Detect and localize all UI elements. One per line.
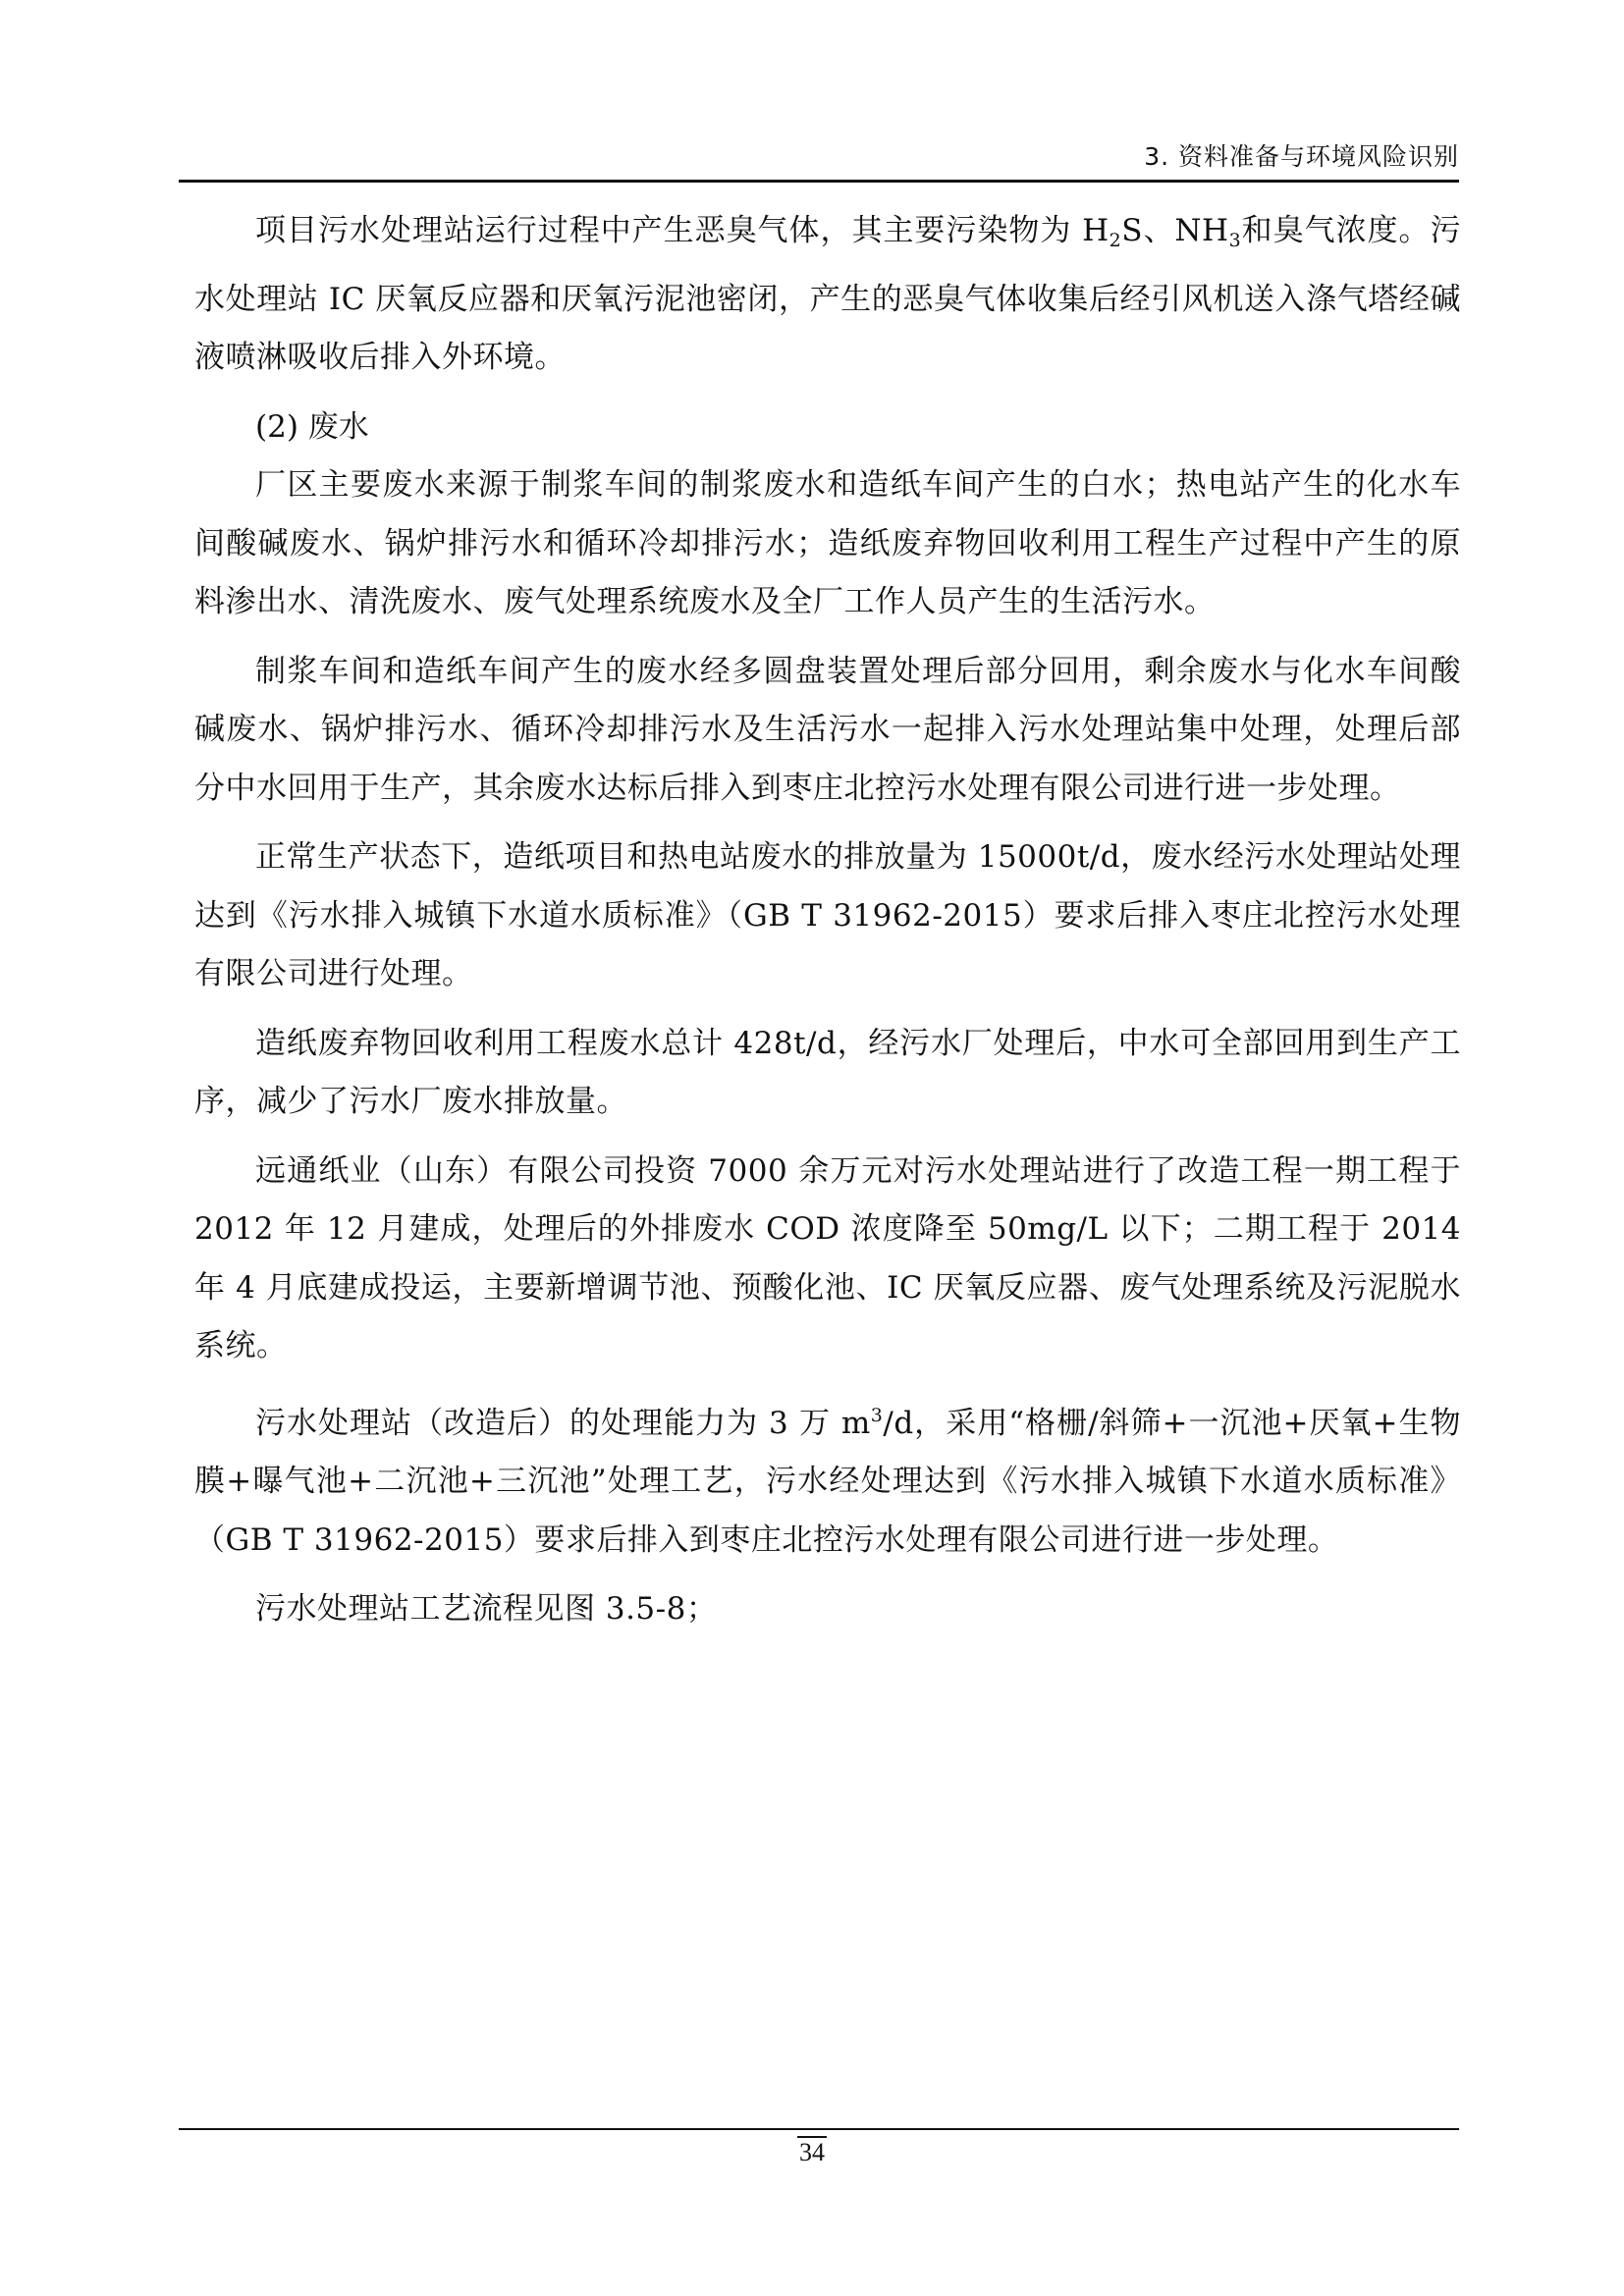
text-segment: 和臭气浓度。污水处理站 IC 厌氧反应器和厌氧污泥池密闭，产生的恶臭气体收集后经引风机送入涤气塔经碱液喷淋吸收后排入外环境。 bbox=[194, 213, 1461, 375]
paragraph-wastewater-sources: 厂区主要废水来源于制浆车间的制浆废水和造纸车间产生的白水；热电站产生的化水车间酸碱废水、锅炉排污水和循环冷却排污水；造纸废弃物回收利用工程生产过程中产生的原料渗出水、清洗废水、废气处理系统废水及全厂工作人员产生的生活污水。 bbox=[194, 467, 1461, 619]
text-segment: 污水处理站（改造后）的处理能力为 3 万 m bbox=[255, 1405, 871, 1441]
subscript: 2 bbox=[1109, 230, 1122, 251]
subscript: 3 bbox=[1228, 230, 1242, 251]
superscript: 3 bbox=[870, 1404, 884, 1426]
page-number-text: 34 bbox=[799, 2138, 825, 2166]
text-segment: 项目污水处理站运行过程中产生恶臭气体，其主要污染物为 H bbox=[255, 213, 1110, 248]
header-divider bbox=[179, 180, 1459, 183]
text-segment: S、NH bbox=[1121, 213, 1229, 248]
paragraph-upgrade-investment: 远通纸业（山东）有限公司投资 7000 余万元对污水处理站进行了改造工程一期工程于 2012 年 12 月建成，处理后的外排废水 COD 浓度降至 50mg/L 以下；二期工程于 2014 年 4 月底建成投运，主要新增调节池、预酸化池、IC 厌氧反应器、废气处理系统及污泥脱水系统。 bbox=[194, 1152, 1461, 1363]
section-heading-wastewater: (2) 废水 bbox=[255, 408, 369, 445]
paragraph-odor-gas bbox=[194, 202, 1461, 388]
paragraph-treatment-capacity bbox=[194, 1387, 1461, 1571]
page-body bbox=[194, 202, 1461, 1639]
page-number bbox=[0, 2138, 1624, 2167]
text-segment: /d，采用“格栅/斜筛+一沉池+厌氧+生物膜+曝气池+二沉池+三沉池”处理工艺，污水经处理达到《污水排入城镇下水道水质标准》（GB T 31962-2015）要求后排入到枣庄北控污水处理有限公司进行进一步处理。 bbox=[194, 1405, 1461, 1558]
paragraph-flow-chart-reference: 污水处理站工艺流程见图 3.5-8； bbox=[255, 1591, 718, 1627]
running-header: 3. 资料准备与环境风险识别 bbox=[1144, 142, 1459, 171]
paragraph-wastewater-treatment: 制浆车间和造纸车间产生的废水经多圆盘装置处理后部分回用，剩余废水与化水车间酸碱废水、锅炉排污水、循环冷却排污水及生活污水一起排入污水处理站集中处理，处理后部分中水回用于生产，其余废水达标后排入到枣庄北控污水处理有限公司进行进一步处理。 bbox=[194, 653, 1461, 806]
footer-divider bbox=[179, 2128, 1459, 2130]
paragraph-recycling-project: 造纸废弃物回收利用工程废水总计 428t/d，经污水厂处理后，中水可全部回用到生产工序，减少了污水厂废水排放量。 bbox=[194, 1025, 1461, 1119]
paragraph-discharge-volume: 正常生产状态下，造纸项目和热电站废水的排放量为 15000t/d，废水经污水处理站处理达到《污水排入城镇下水道水质标准》（GB T 31962-2015）要求后排入枣庄北控污水处理有限公司进行处理。 bbox=[194, 839, 1461, 991]
